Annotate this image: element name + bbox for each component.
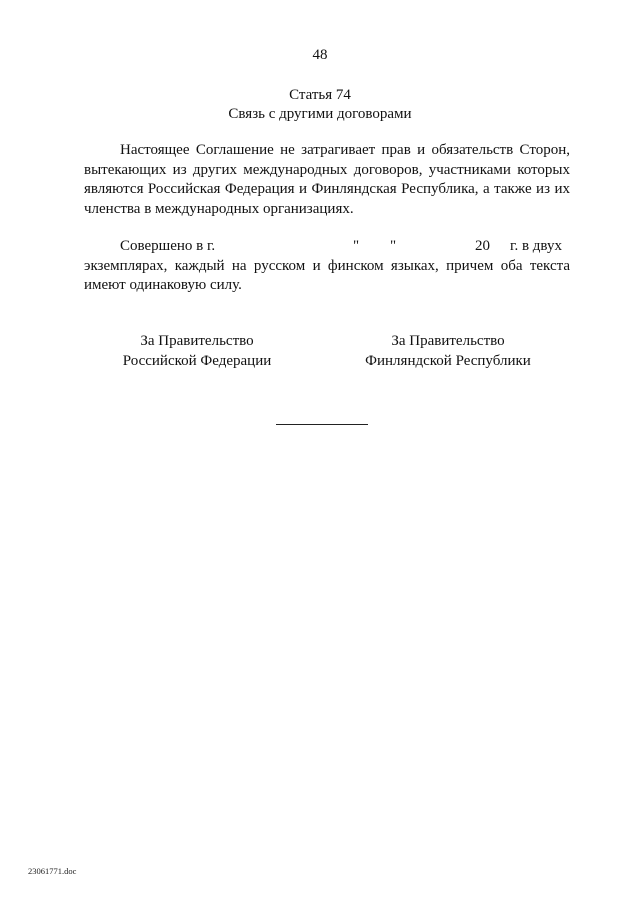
signature-party: Финляндской Республики — [365, 352, 531, 369]
article-number: Статья 74 — [289, 87, 351, 103]
signature-party: Российской Федерации — [122, 352, 272, 369]
paragraph-scope — [84, 141, 570, 219]
quote-close: " — [390, 238, 397, 254]
paragraph-signing — [84, 237, 570, 296]
footer-filename: 23061771.doc — [28, 866, 77, 876]
paragraph-line: Настоящее Соглашение не затрагивает прав и обязательств Сторон, — [120, 142, 570, 158]
year-prefix: 20 — [475, 238, 490, 254]
quote-open: " — [353, 238, 360, 254]
signature-block-finland — [318, 332, 578, 371]
done-at-text: Совершено в г. — [120, 238, 216, 254]
paragraph-line: вытекающих из других международных договоров, участниками которых — [84, 161, 570, 178]
paragraph-line: являются Российская Федерация и Финляндская Республика, а также из их — [84, 181, 570, 197]
signature-block-russia — [67, 332, 327, 371]
article-title: Связь с другими договорами — [228, 106, 412, 122]
page-number: 48 — [312, 47, 328, 63]
end-rule — [276, 424, 368, 425]
paragraph-line: членства в международных организациях. — [84, 200, 354, 217]
signature-line: За Правительство — [391, 333, 505, 349]
paragraph-line: экземплярах, каждый на русском и финском языках, причем оба текста — [84, 257, 570, 274]
signing-first-line — [84, 237, 570, 257]
signature-line: За Правительство — [140, 333, 254, 349]
year-suffix: г. в двух — [510, 238, 562, 254]
paragraph-line: имеют одинаковую силу. — [84, 277, 242, 293]
article-heading — [0, 86, 640, 124]
